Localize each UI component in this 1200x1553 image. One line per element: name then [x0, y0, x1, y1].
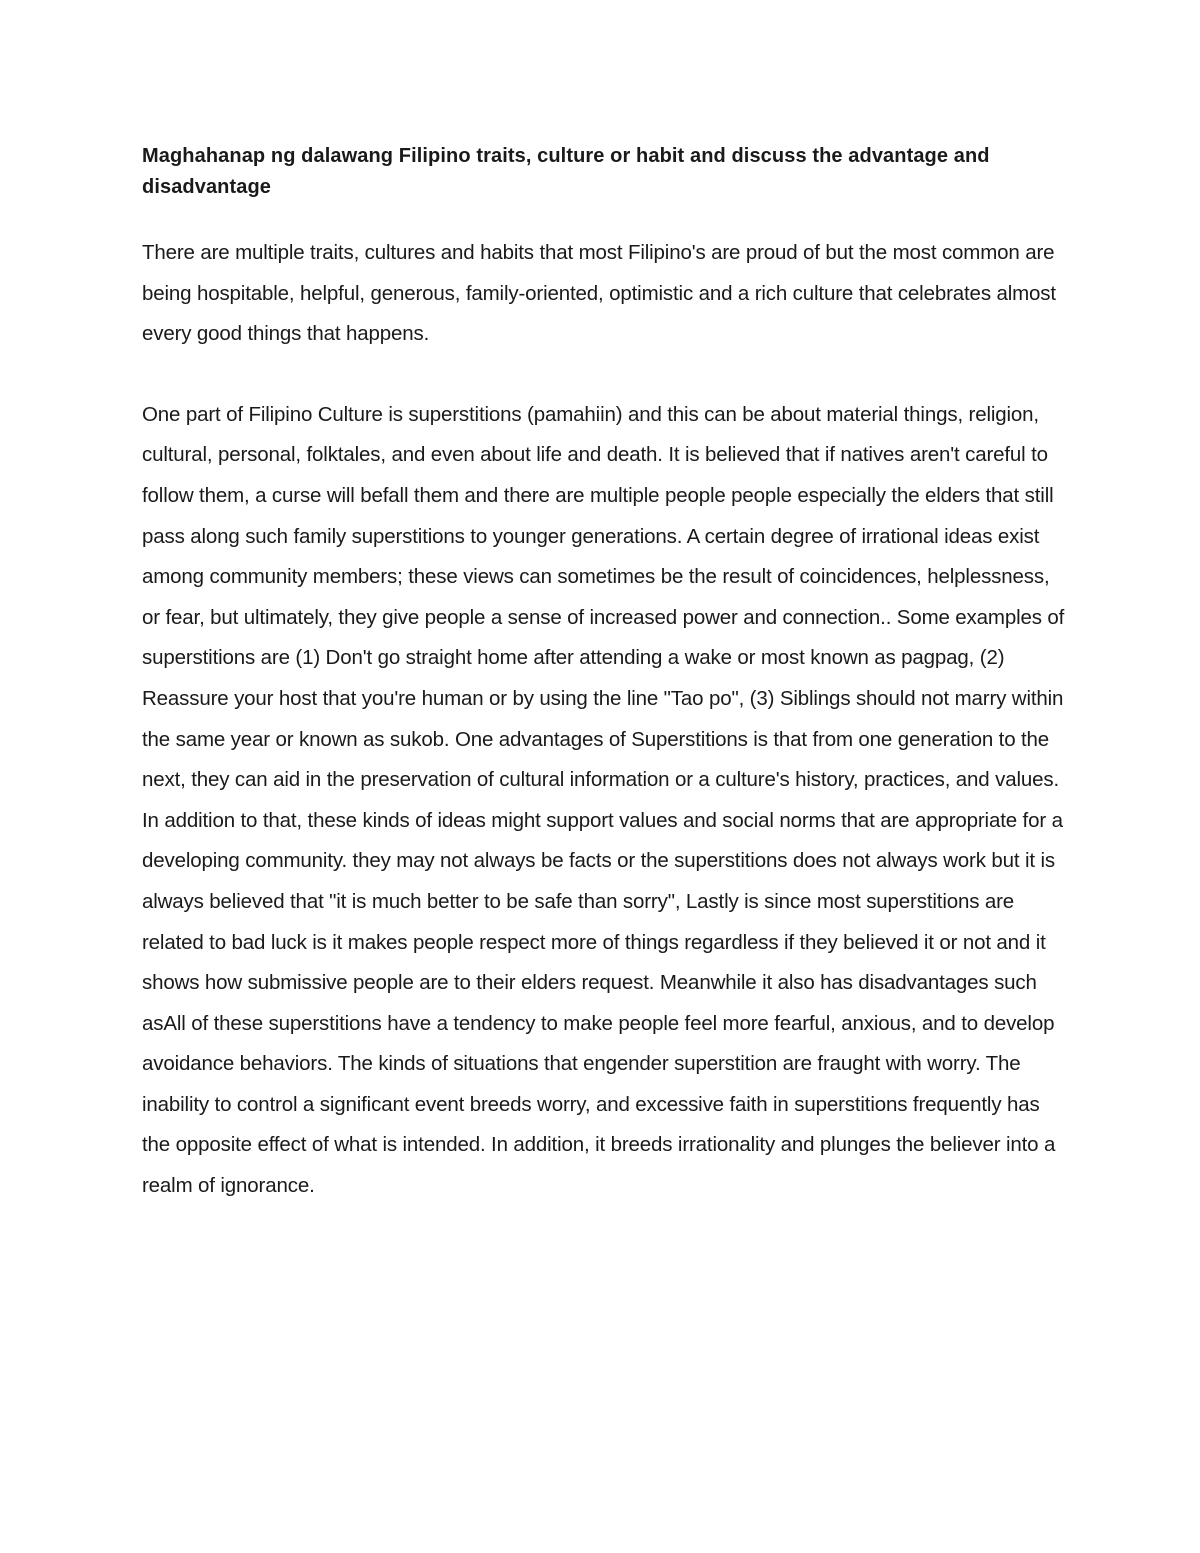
- document-heading: Maghahanap ng dalawang Filipino traits, culture or habit and discuss the advantage and disadvantage: [142, 145, 990, 198]
- paragraph-traits-intro: There are multiple traits, cultures and habits that most Filipino's are proud of but the most common are being hospitable, helpful, generous, family-oriented, optimistic and a rich culture that celebrates almost every good things that happens.: [142, 241, 1056, 346]
- document-body: [142, 141, 1067, 1207]
- paragraph-superstitions: One part of Filipino Culture is superstitions (pamahiin) and this can be about material things, religion, cultural, personal, folktales, and even about life and death. It is believed that if natives aren't careful to follow them, a curse will befall them and there are multiple people people especially the elders that still pass along such family superstitions to younger generations. A certain degree of irrational ideas exist among community members; these views can sometimes be the result of coincidences, helplessness, or fear, but ultimately, they give people a sense of increased power and connection.. Some examples of superstitions are (1) Don't go straight home after attending a wake or most known as pagpag, (2) Reassure your host that you're human or by using the line "Tao po", (3) Siblings should not marry within the same year or known as sukob. One advantages of Superstitions is that from one generation to the next, they can aid in the preservation of cultural information or a culture's history, practices, and values. In addition to that, these kinds of ideas might support values and social norms that are appropriate for a developing community. they may not always be facts or the superstitions does not always work but it is always believed that "it is much better to be safe than sorry", Lastly is since most superstitions are related to bad luck is it makes people respect more of things regardless if they believed it or not and it shows how submissive people are to their elders request. Meanwhile it also has disadvantages such asAll of these superstitions have a tendency to make people feel more fearful, anxious, and to develop avoidance behaviors. The kinds of situations that engender superstition are fraught with worry. The inability to control a significant event breeds worry, and excessive faith in superstitions frequently has the opposite effect of what is intended. In addition, it breeds irrationality and plunges the believer into a realm of ignorance.: [142, 402, 1065, 1198]
